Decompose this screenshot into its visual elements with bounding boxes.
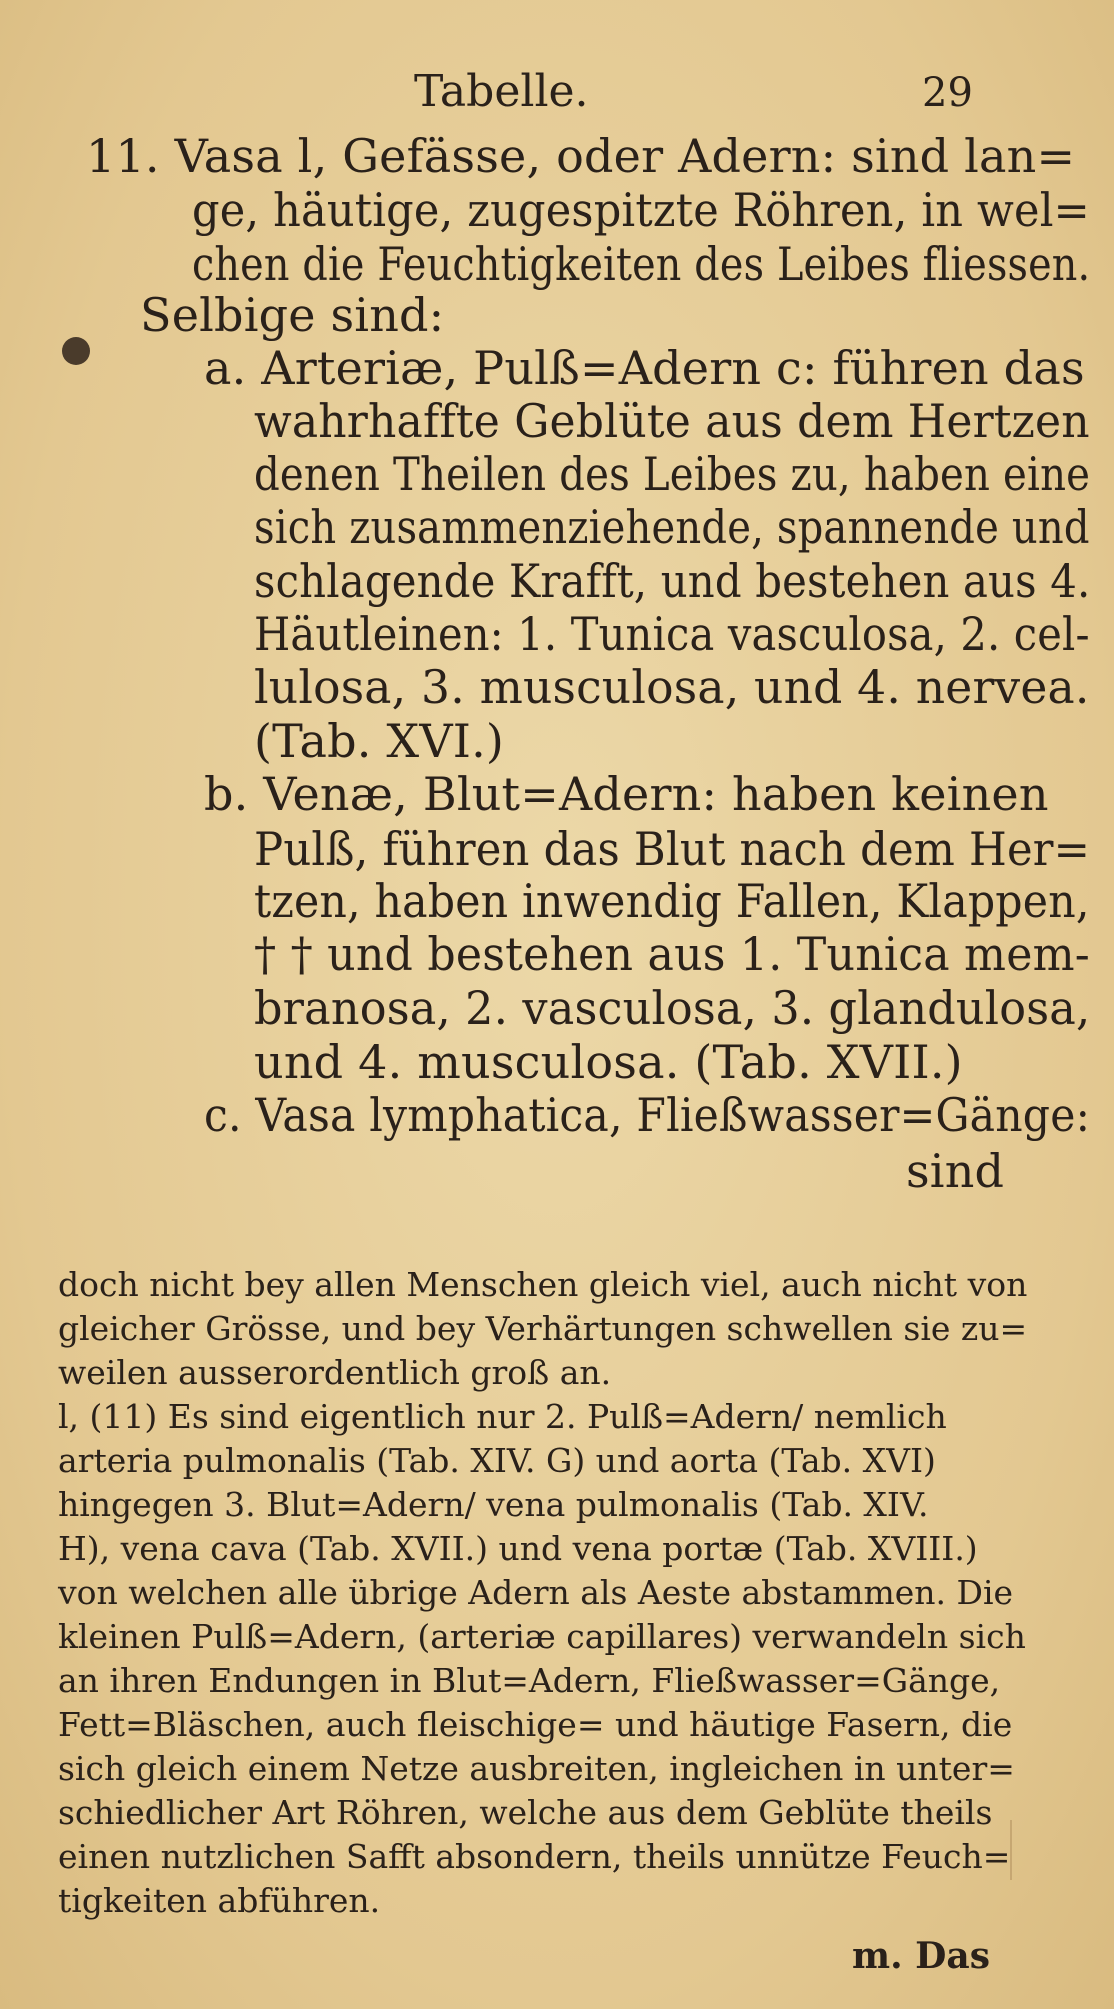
footnote-line-8: von welchen alle übrige Adern als Aeste abstammen. Die xyxy=(58,1573,1014,1612)
ink-blot-mark xyxy=(62,337,90,365)
footnote-line-1: doch nicht bey allen Menschen gleich viel, auch nicht von xyxy=(58,1265,1028,1304)
footnote-line-6: hingegen 3. Blut=Adern/ vena pulmonalis (Tab. XIV. xyxy=(58,1485,929,1524)
footnote-line-4: l, (11) Es sind eigentlich nur 2. Pulß=Adern/ nemlich xyxy=(58,1397,947,1436)
body-line-20: sind xyxy=(906,1144,1005,1198)
body-line-12: (Tab. XVI.) xyxy=(254,714,505,768)
body-line-10: Häutleinen: 1. Tunica vasculosa, 2. cel- xyxy=(254,607,1090,661)
body-line-2: ge, häutige, zugespitzte Röhren, in wel= xyxy=(192,183,1090,237)
body-line-15: tzen, haben inwendig Fallen, Klappen, xyxy=(254,874,1090,928)
body-line-7: denen Theilen des Leibes zu, haben eine xyxy=(254,447,1091,501)
running-title: Tabelle. xyxy=(414,66,589,117)
body-line-1: 11. Vasa l, Gefässe, oder Adern: sind lan= xyxy=(86,129,1076,183)
body-line-6: wahrhaffte Geblüte aus dem Hertzen xyxy=(254,394,1090,448)
body-line-11: lulosa, 3. musculosa, und 4. nervea. xyxy=(254,660,1090,714)
footnote-line-13: schiedlicher Art Röhren, welche aus dem Geblüte theils xyxy=(58,1793,993,1832)
body-line-14: Pulß, führen das Blut nach dem Her= xyxy=(254,822,1091,876)
footnote-line-15: tigkeiten abführen. xyxy=(58,1881,381,1920)
footnote-line-14: einen nutzlichen Safft absondern, theils unnütze Feuch= xyxy=(58,1837,1011,1876)
body-line-16: † † und bestehen aus 1. Tunica mem- xyxy=(254,927,1090,981)
footnote-line-11: Fett=Bläschen, auch fleischige= und häutige Fasern, die xyxy=(58,1705,1013,1744)
body-line-8: sich zusammenziehende, spannende und xyxy=(254,500,1090,554)
footnote-line-2: gleicher Grösse, und bey Verhärtungen schwellen sie zu= xyxy=(58,1309,1028,1348)
body-line-13: b. Venæ, Blut=Adern: haben keinen xyxy=(204,767,1049,821)
body-line-3: chen die Feuchtigkeiten des Leibes fliessen. xyxy=(192,237,1091,291)
footnote-line-3: weilen ausserordentlich groß an. xyxy=(58,1353,612,1392)
body-line-19: c. Vasa lymphatica, Fließwasser=Gänge: xyxy=(204,1088,1091,1142)
paper-crease-mark xyxy=(1010,1820,1012,1880)
footnote-line-12: sich gleich einem Netze ausbreiten, ingleichen in unter= xyxy=(58,1749,1015,1788)
footnote-line-10: an ihren Endungen in Blut=Adern, Fließwasser=Gänge, xyxy=(58,1661,1001,1700)
footnote-line-7: H), vena cava (Tab. XVII.) und vena portæ (Tab. XVIII.) xyxy=(58,1529,978,1568)
body-line-17: branosa, 2. vasculosa, 3. glandulosa, xyxy=(254,981,1091,1035)
page-number: 29 xyxy=(922,70,973,116)
body-line-9: schlagende Krafft, und bestehen aus 4. xyxy=(254,554,1091,608)
footnote-line-5: arteria pulmonalis (Tab. XIV. G) und aorta (Tab. XVI) xyxy=(58,1441,936,1480)
body-line-4: Selbige sind: xyxy=(140,288,445,342)
body-line-5: a. Arteriæ, Pulß=Adern c: führen das xyxy=(204,341,1085,395)
footnote-line-9: kleinen Pulß=Adern, (arteriæ capillares) verwandeln sich xyxy=(58,1617,1026,1656)
body-line-18: und 4. musculosa. (Tab. XVII.) xyxy=(254,1035,963,1089)
catchword: m. Das xyxy=(852,1935,990,1977)
